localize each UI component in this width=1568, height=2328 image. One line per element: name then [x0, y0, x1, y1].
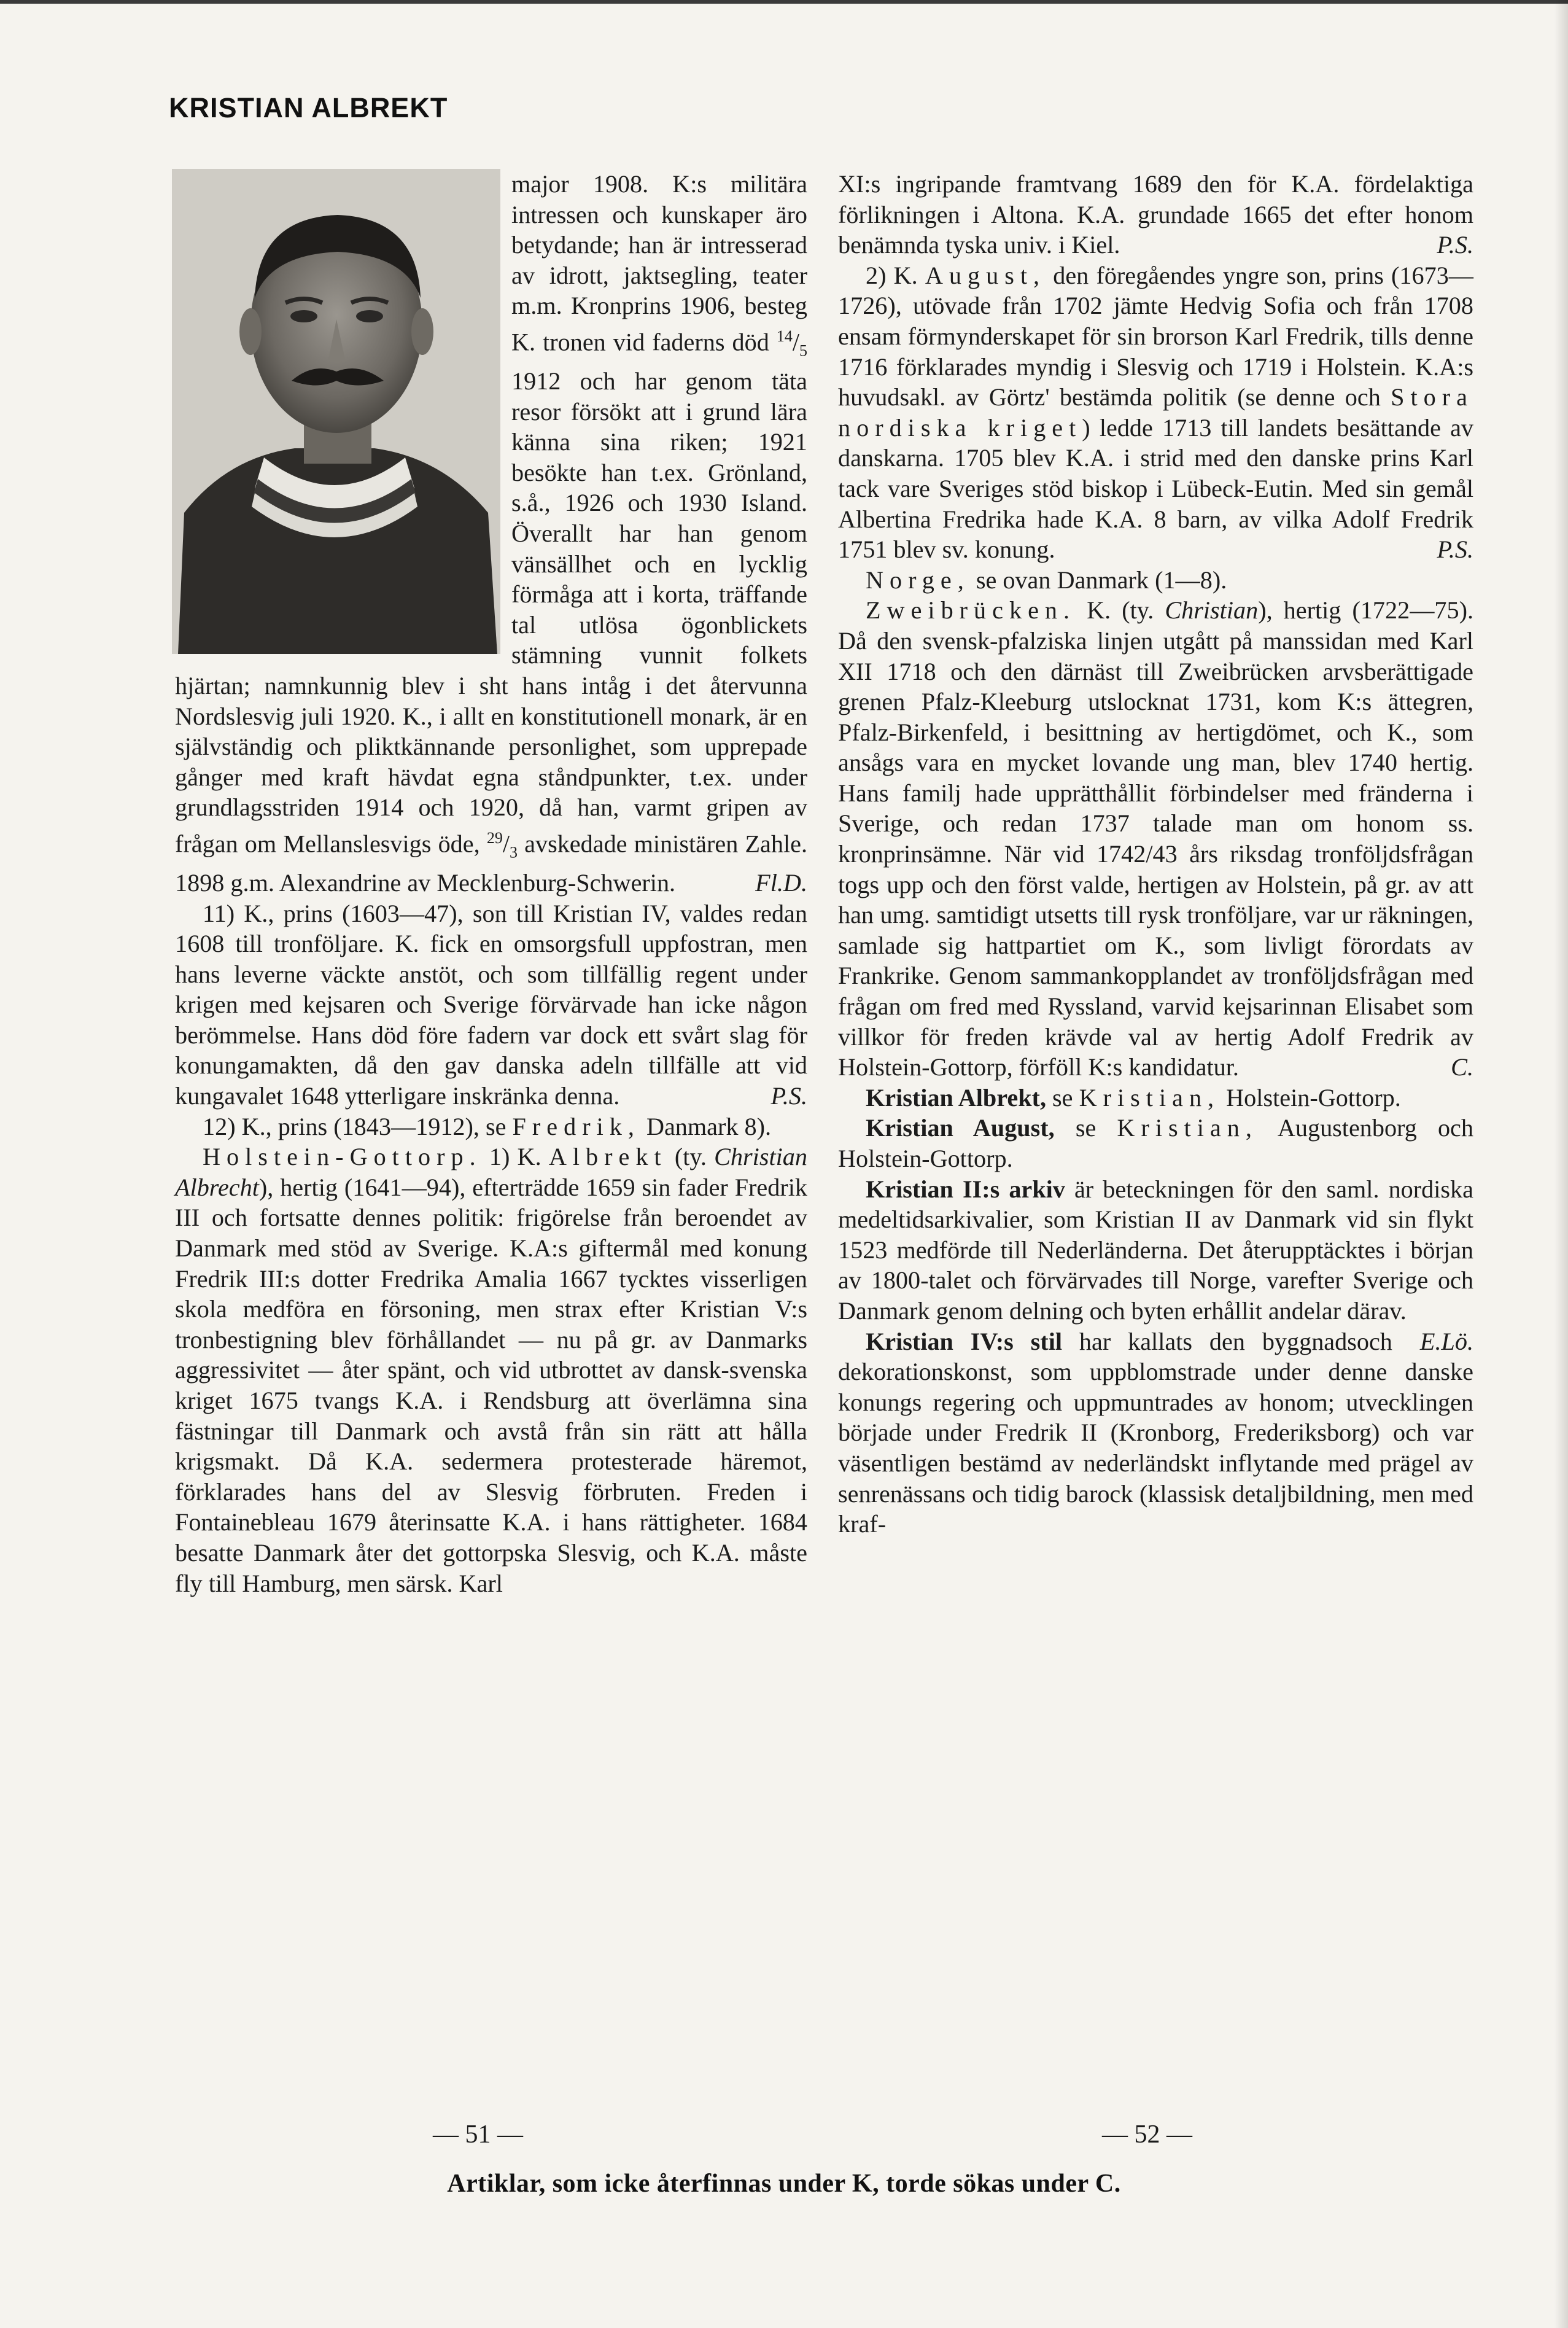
section-heading: Norge,	[866, 566, 970, 594]
cross-reference: Fredrik,	[512, 1112, 640, 1140]
headword: Kristian August,	[866, 1114, 1055, 1142]
cross-reference: Kristian,	[1117, 1114, 1258, 1142]
footer-note: Artiklar, som icke återfinnas under K, torde sökas under C.	[447, 2170, 1121, 2198]
section-heading: Zweibrücken.	[866, 596, 1076, 625]
author-signature: C.	[1451, 1053, 1473, 1081]
page-edge-shadow	[1554, 0, 1568, 2328]
author-signature: P.S.	[770, 1082, 807, 1110]
entry-kristian-albrekt-ref: Kristian Albrekt, se Kristian, Holstein-Gottorp.	[866, 1083, 1401, 1111]
running-title: KRISTIAN ALBREKT	[169, 92, 448, 123]
top-rule	[0, 0, 1568, 4]
author-signature: P.S.	[1437, 231, 1473, 259]
headword: Kristian Albrekt,	[866, 1083, 1046, 1111]
left-column	[175, 169, 807, 1598]
spaced-name: August,	[925, 261, 1046, 289]
entry-kristian-iv-stil: Kristian IV:s stil har kallats den byggnadsoch dekorationskonst, som uppblomstrade under denne danske konungs regering och uppmuntrades av honom; utvecklingen började under Fredrik II (Kronborg, Frederiksborg) och var väsentligen bestämd av nederländskt inflytande med prägel av senrenässans och tidig barock (klassisk detaljbildning, men med kraf-	[838, 1327, 1473, 1538]
author-signature: E.Lö.	[1419, 1327, 1473, 1355]
page-number-left: — 51 —	[433, 2120, 523, 2149]
cross-reference: Stora nordiska kriget	[838, 383, 1473, 442]
entry-norge: Norge, se ovan Danmark (1—8).	[866, 566, 1227, 594]
portrait-illustration	[172, 169, 500, 654]
entry-12-prins-kristian: 12) K., prins (1843—1912), se Fredrik, Danmark 8).	[203, 1112, 772, 1140]
headword: Kristian II:s arkiv	[866, 1175, 1065, 1203]
spaced-name: Albrekt	[548, 1143, 667, 1171]
right-column	[838, 169, 1473, 1540]
cross-reference: Kristian,	[1079, 1083, 1221, 1111]
headword: Kristian IV:s stil	[866, 1327, 1063, 1355]
portrait-photo	[172, 169, 500, 654]
author-signature: Fl.D.	[755, 868, 807, 897]
entry-11-prins-kristian: 11) K., prins (1603—47), son till Kristian IV, valdes redan 1608 till tronföljare. K. fick en omsorgsfull uppfostran, men hans leverne väckte anstöt, och som tillfällig regent under krigen med kejsaren och Sverige förvärvade han icke någon berömmelse. Hans död före fadern var dock ett svårt slag för konungamakten, då den gav danska adeln tillfälle att vid kungavalet 1648 ytterligare inskränka denna. P.S.	[175, 898, 807, 1111]
entry-kristian-august: 2) K. August, den föregåendes yngre son, prins (1673—1726), utövade från 1702 jämte Hedvig Sofia och från 1708 ensam förmynderskapet för sin brorson Karl Fredrik, tills denne 1716 förklarades myndig i Slesvig och 1719 i Holstein. K.A:s huvudsakl. av Görtz' bestämda politik (se denne och Stora nordiska kriget) ledde 1713 till landets besättande av danskarna. 1705 blev K.A. i strid med den danske prins Karl tack vare Sveriges stöd biskop i Lübeck-Eutin. Med sin gemål Albertina Fredrika hade K.A. 8 barn, av vilka Adolf Fredrik 1751 blev sv. konung. P.S.	[838, 260, 1473, 565]
section-heading: Holstein-Gottorp.	[203, 1143, 482, 1171]
entry-holstein-gottorp: Holstein-Gottorp. 1) K. Albrekt (ty. Christian Albrecht), hertig (1641—94), efterträdde 1659 sin fader Fredrik III och fortsatte dennes politik: frigörelse från beroendet av Danmark med stöd av Sverige. K.A:s giftermål med konung Fredrik III:s dotter Fredrika Amalia 1667 tycktes visserligen skola medföra en försoning, men strax efter Kristian V:s tronbestigning blev förhållandet — nu på gr. av Danmarks aggressivitet — åter spänt, och vid utbrottet av dansk-svenska kriget 1675 tvangs K.A. i Rendsburg att överlämna sina fästningar till Danmark och avstå från sin rätt att hålla krigsmakt. Då K.A. sedermera protesterade häremot, förklarades hans del av Slesvig förbruten. Freden i Fontainebleau 1679 återinsatte K.A. i hans rättigheter. 1684 besatte Danmark åter det gottorpska Slesvig, och K.A. måste fly till Hamburg, men särsk. Karl	[175, 1143, 807, 1597]
entry-holstein-gottorp-continued: XI:s ingripande framtvang 1689 den för K.A. fördelaktiga förlikningen i Altona. K.A. grundade 1665 det efter honom benämnda tyska univ. i Kiel. P.S.	[838, 169, 1473, 260]
page-number-right: — 52 —	[1102, 2120, 1192, 2149]
entry-zweibrucken: Zweibrücken. K. (ty. Christian), hertig (1722—75). Då den svensk-pfalziska linjen utgått på manssidan med Karl XII 1718 och den därnäst till Zweibrücken arvsberättigade grenen Pfalz-Kleeburg utslocknat 1731, kom K:s ättegren, Pfalz-Birkenfeld, i besittning av hertigdömet, och K., som ansågs vara en mycket lovande ung man, blev 1740 hertig. Hans familj hade upprätthållit förbindelser med fränderna i Sverige, och redan 1737 talade man om honom ss. kronprinsämne. När vid 1742/43 års riksdag tronföljdsfrågan togs upp och den först valde, hertigen av Holstein, på gr. av att han umg. samtidigt utsetts till rysk tronföljare, var ur räkningen, samlade sig hattpartiet om K., som livligt förordats av Frankrike. Genom sammankopplandet av tronföljdsfrågan med frågan om fred med Ryssland, varvid kejsarinnan Elisabet som villkor för freden krävde val av hertig Adolf Fredrik av Holstein-Gottorp, förföll K:s kandidatur. C.	[838, 595, 1473, 1083]
entry-kristian-ii-arkiv: Kristian II:s arkiv är beteckningen för den saml. nordiska medeltidsarkivalier, som Kristian II av Danmark vid sin flykt 1523 medförde till Nederländerna. Det återupptäcktes i början av 1800-talet och förvärvades till Norge, varefter Sverige och Danmark genom delning och byten erhållit andelar därav. E.Lö.	[838, 1174, 1473, 1326]
entry-kristian-x-continued: major 1908. K:s militära intressen och kunskaper äro betydande; han är intresserad av idrott, jaktsegling, teater m.m. Kronprins 1906, besteg K. tronen vid faderns död $^{14}/_5$ 1912 och har genom täta resor försökt att i grund lära känna sina riken; 1921 besökte han t.ex. Grönland, s.å., 1926 och 1930 Island. Överallt har han genom vänsällhet och en lycklig förmåga att i korta, träffande tal utlösa ögonblickets stämning vunnit folkets hjärtan; namnkunnig blev i sht hans intåg i det återvunna Nordslesvig juli 1920. K., i allt en konstitutionell monark, är en självständig och pliktkännande personlighet, som upprepade gånger med kraft hävdat egna ståndpunkter, t.ex. under grundlagsstriden 1914 och 1920, då han, varmt gripen av frågan om Mellanslesvigs öde, $^{29}/_3$ avskedade ministären Zahle. 1898 g.m. Alexandrine av Mecklenburg-Schwerin. Fl.D.	[175, 169, 807, 898]
entry-kristian-august-ref: Kristian August, se Kristian, Augustenborg och Holstein-Gottorp.	[838, 1114, 1473, 1172]
author-signature: P.S.	[1437, 535, 1473, 564]
